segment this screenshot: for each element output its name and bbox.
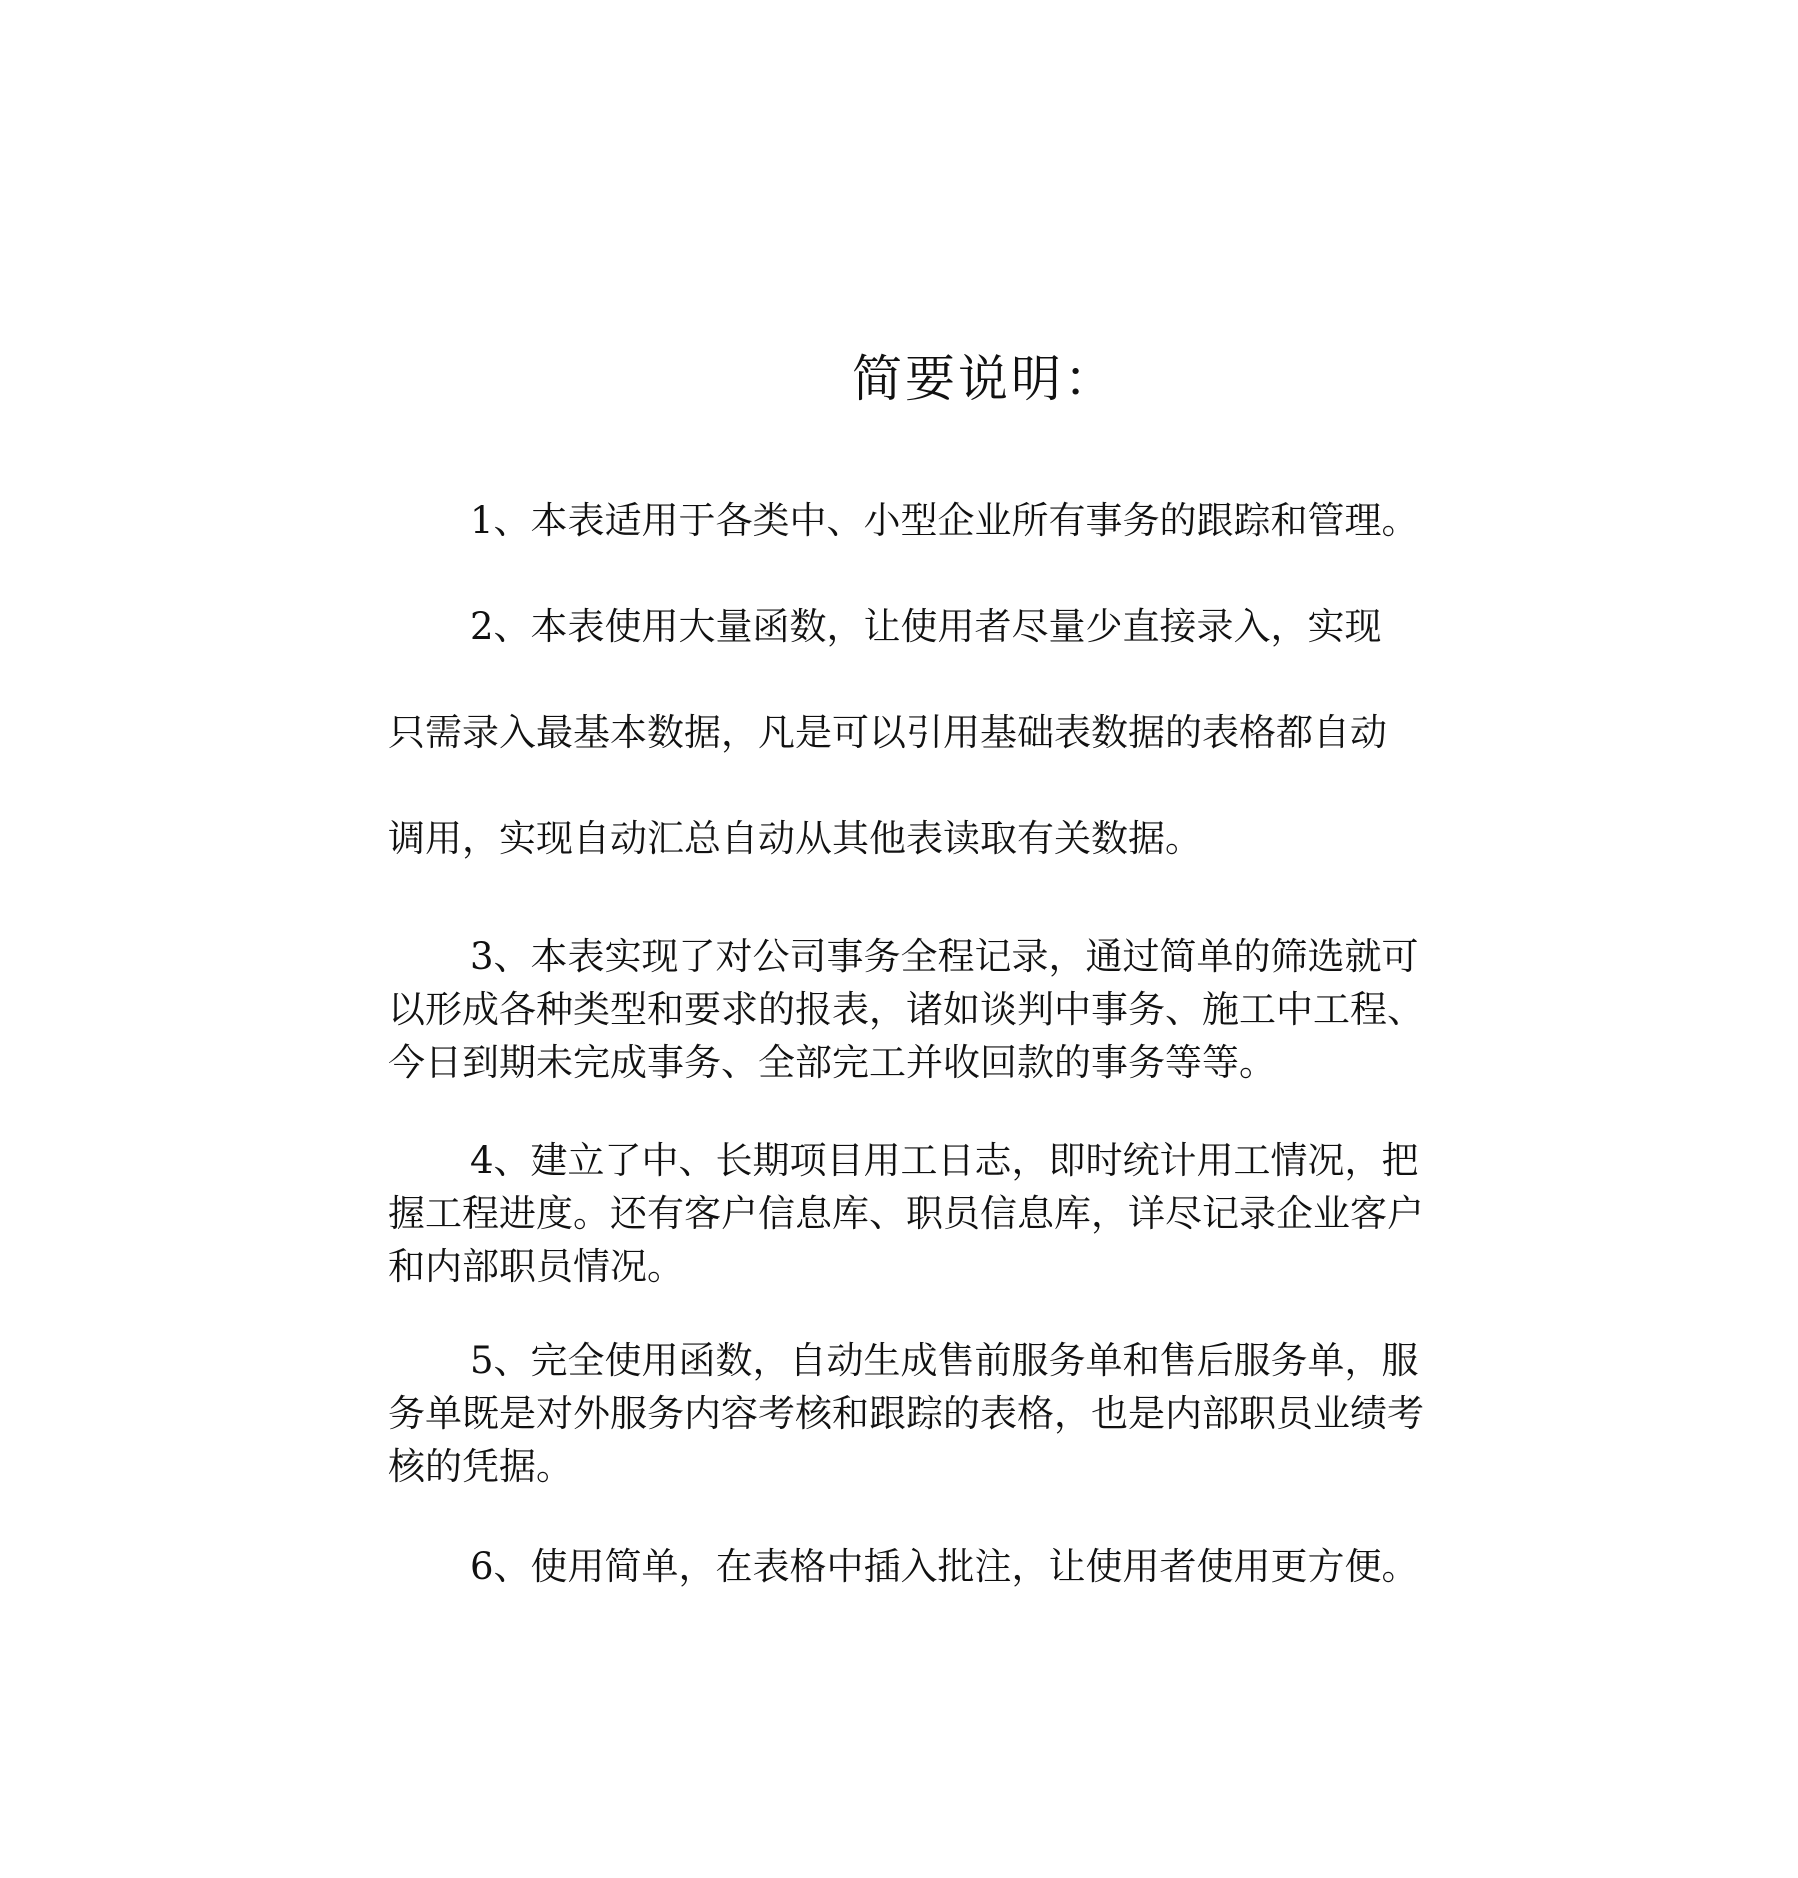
item-6-line-1: 6、使用简单，在表格中插入批注，让使用者使用更方便。 <box>470 1545 1419 1588</box>
item-5-line-2: 务单既是对外服务内容考核和跟踪的表格，也是内部职员业绩考 <box>388 1392 1424 1435</box>
item-1-line-1: 1、本表适用于各类中、小型企业所有事务的跟踪和管理。 <box>470 499 1419 542</box>
item-3-line-2: 以形成各种类型和要求的报表，诸如谈判中事务、施工中工程、 <box>388 988 1424 1031</box>
item-3-line-3: 今日到期未完成事务、全部完工并收回款的事务等等。 <box>388 1041 1276 1084</box>
item-4-line-3: 和内部职员情况。 <box>388 1245 684 1288</box>
item-5-line-1: 5、完全使用函数，自动生成售前服务单和售后服务单，服 <box>470 1339 1419 1382</box>
item-4-line-1: 4、建立了中、长期项目用工日志，即时统计用工情况，把 <box>470 1139 1419 1182</box>
item-2-line-2: 只需录入最基本数据，凡是可以引用基础表数据的表格都自动 <box>388 711 1387 754</box>
item-2-line-1: 2、本表使用大量函数，让使用者尽量少直接录入，实现 <box>470 605 1382 648</box>
item-3-line-1: 3、本表实现了对公司事务全程记录，通过简单的筛选就可 <box>470 935 1419 978</box>
document-title: 简要说明： <box>852 350 1117 408</box>
item-5-line-3: 核的凭据。 <box>388 1445 573 1488</box>
item-4-line-2: 握工程进度。还有客户信息库、职员信息库，详尽记录企业客户 <box>388 1192 1424 1235</box>
item-2-line-3: 调用，实现自动汇总自动从其他表读取有关数据。 <box>388 817 1202 860</box>
